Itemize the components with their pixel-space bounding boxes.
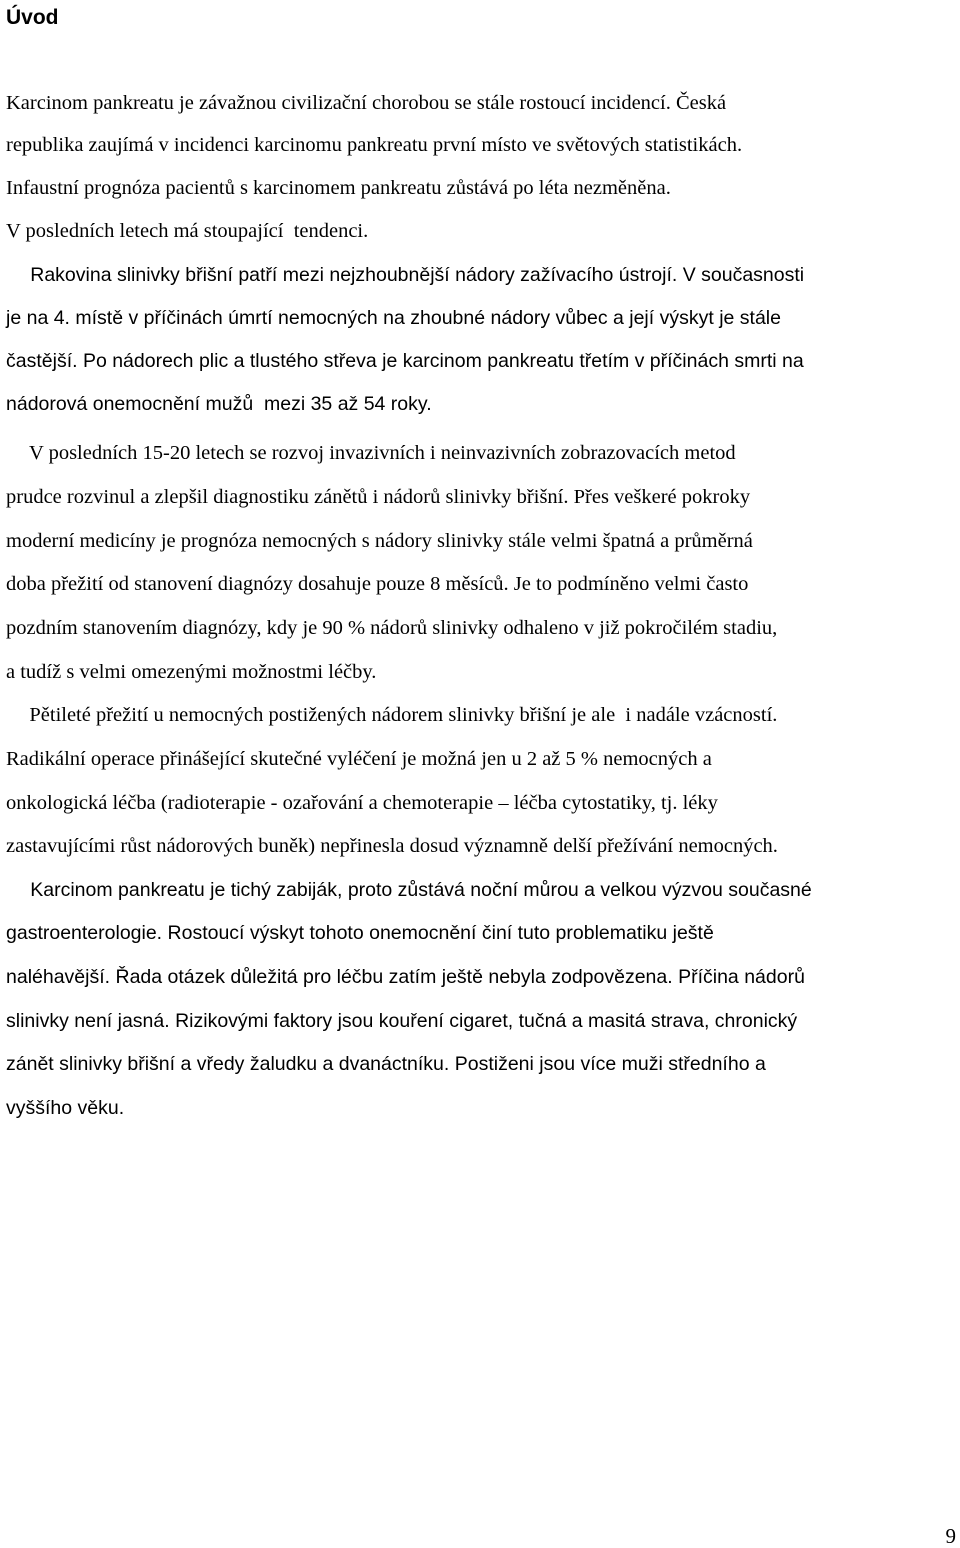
text-line: prudce rozvinul a zlepšil diagnostiku zánětů i nádorů slinivky břišní. Přes veškeré pokroky bbox=[6, 486, 751, 508]
text-line: vyššího věku. bbox=[6, 1097, 125, 1119]
text-line: častější. Po nádorech plic a tlustého střeva je karcinom pankreatu třetím v příčinách smrti na bbox=[6, 350, 804, 372]
text-line: nádorová onemocnění mužů mezi 35 až 54 roky. bbox=[6, 393, 432, 415]
text-line: doba přežití od stanovení diagnózy dosahuje pouze 8 měsíců. Je to podmíněno velmi často bbox=[6, 573, 749, 595]
text-line: gastroenterologie. Rostoucí výskyt tohoto onemocnění činí tuto problematiku ještě bbox=[6, 922, 714, 944]
text-line: je na 4. místě v příčinách úmrtí nemocných na zhoubné nádory vůbec a její výskyt je stále bbox=[6, 307, 781, 329]
text-line: slinivky není jasná. Rizikovými faktory jsou kouření cigaret, tučná a masitá strava, chronický bbox=[6, 1010, 798, 1032]
text-line: Karcinom pankreatu je závažnou civilizační chorobou se stále rostoucí incidencí. Česká bbox=[6, 92, 727, 114]
text-line: republika zaujímá v incidenci karcinomu pankreatu první místo ve světových statistikách. bbox=[6, 134, 743, 156]
text-line: a tudíž s velmi omezenými možnostmi léčby. bbox=[6, 661, 377, 683]
text-line: Pětileté přežití u nemocných postižených nádorem slinivky břišní je ale i nadále vzácností. bbox=[14, 704, 778, 726]
page-number: 9 bbox=[945, 1524, 956, 1548]
text-line: Karcinom pankreatu je tichý zabiják, proto zůstává noční můrou a velkou výzvou současné bbox=[14, 879, 812, 901]
text-line: naléhavější. Řada otázek důležitá pro léčbu zatím ještě nebyla zodpovězena. Příčina nádorů bbox=[6, 966, 805, 988]
text-line: Rakovina slinivky břišní patří mezi nejzhoubnější nádory zažívacího ústrojí. V současnosti bbox=[14, 264, 805, 286]
text-line: zastavujícími růst nádorových buněk) nepřinesla dosud významně delší přežívání nemocných. bbox=[6, 835, 778, 857]
text-line: moderní medicíny je prognóza nemocných s nádory slinivky stále velmi špatná a průměrná bbox=[6, 530, 753, 552]
text-line: Radikální operace přinášející skutečné vyléčení je možná jen u 2 až 5 % nemocných a bbox=[6, 748, 712, 770]
text-line: V posledních 15-20 letech se rozvoj invazivních i neinvazivních zobrazovacích metod bbox=[14, 442, 736, 464]
text-line: Infaustní prognóza pacientů s karcinomem pankreatu zůstává po léta nezměněna. bbox=[6, 177, 671, 199]
text-line: onkologická léčba (radioterapie - ozařování a chemoterapie – léčba cytostatiky, tj. léky bbox=[6, 792, 718, 814]
section-heading: Úvod bbox=[6, 6, 59, 29]
text-line: zánět slinivky břišní a vředy žaludku a dvanáctníku. Postiženi jsou více muži středního a bbox=[6, 1053, 766, 1075]
text-line: V posledních letech má stoupající tendenci. bbox=[6, 220, 369, 242]
text-line: pozdním stanovením diagnózy, kdy je 90 % nádorů slinivky odhaleno v již pokročilém stadiu, bbox=[6, 617, 778, 639]
